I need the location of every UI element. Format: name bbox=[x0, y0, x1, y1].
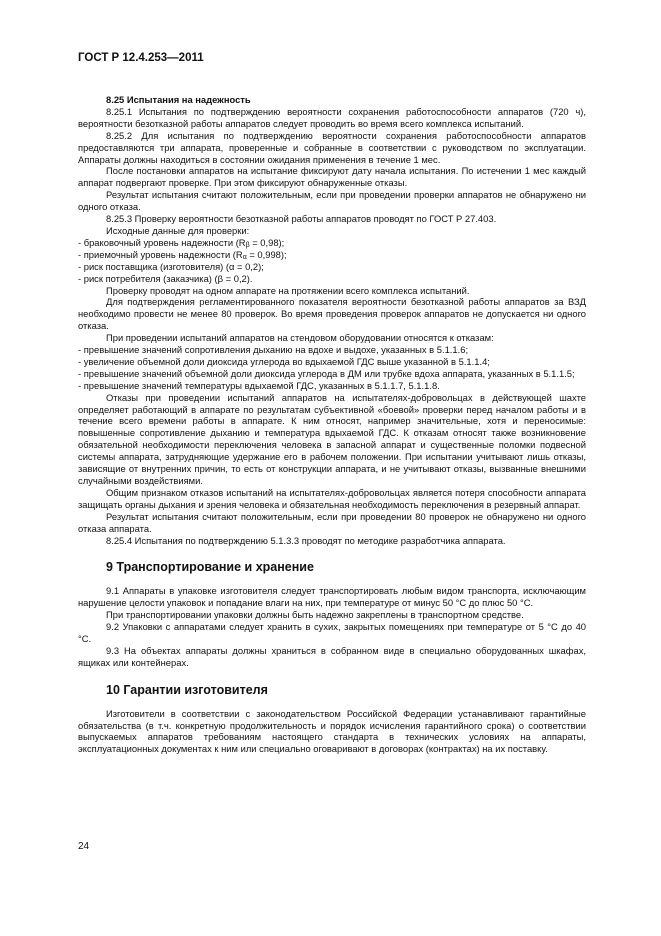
paragraph: Отказы при проведении испытаний аппаратов на испытателях-добровольцах в действующей шахте определяет работающий в аппарате по результатам субъективной «боевой» проверки перед началом работы и в течение всего времени работы в аппарате. К ним относят, например значительные, хотя и переносимые: повышенные сопротивление дыханию и температура вдыхаемой ГДС. К отказам относят также возникновение обязательной необходимости переключения человека в запасной аппарат и существенные поломки подвесной системы аппарата, затрудняющие удержание его в рабочем положении. При испытании учитывают лишь отказы, зависящие от внутренних причин, то есть от конструкции аппарата, и не учитывают отказы, вызванные внешними случайными воздействиями. bbox=[78, 391, 586, 486]
paragraph: Общим признаком отказов испытаний на испытателях-добровольцах является потеря способности аппарата защищать органы дыхания и зрения человека и обязательная необходимость переключения в резервный аппарат. bbox=[78, 486, 586, 510]
list-item: - увеличение объемной доли диоксида углерода во вдыхаемой ГДС выше указанной в 5.1.1.4; bbox=[78, 355, 490, 367]
page-number: 24 bbox=[78, 841, 90, 852]
section-9-heading: 9 Транспортирование и хранение bbox=[106, 560, 314, 575]
paragraph: При транспортировании упаковки должны быть надежно закреплены в транспортном средстве. bbox=[106, 609, 524, 621]
paragraph: 8.25.2 Для испытания по подтверждению вероятности сохранения работоспособности аппаратов предоставляются три аппарата, проверенные и собранные в соответствии с руководством по эксплуатации. Аппараты должны находиться в состоянии ожидания применения в течение 1 мес. bbox=[78, 129, 586, 165]
paragraph: 9.3 На объектах аппараты должны храниться в собранном виде в специально оборудованных шкафах, ящиках или контейнерах. bbox=[78, 644, 586, 668]
paragraph: 8.25.1 Испытания по подтверждению вероятности сохранения работоспособности аппаратов (720 ч), вероятности безотказной работы аппаратов следует проводить во время всего комплекса испытаний. bbox=[78, 105, 586, 129]
list-item: - риск поставщика (изготовителя) (α = 0,2); bbox=[78, 260, 264, 272]
paragraph: Результат испытания считают положительным, если при проведении 80 проверок не обнаружено ни одного отказа аппарата. bbox=[78, 510, 586, 534]
paragraph: 9.2 Упаковки с аппаратами следует хранить в сухих, закрытых помещениях при температуре от 5 °С до 40 °С. bbox=[78, 621, 586, 644]
paragraph: Проверку проводят на одном аппарате на протяжении всего комплекса испытаний. bbox=[106, 284, 470, 296]
paragraph: Изготовители в соответствии с законодательством Российской Федерации устанавливают гарантийные обязательства (в т.ч. конкретную продолжительность и порядок исчисления гарантийного срока) о соответствии выпускаемых аппаратов требованиям настоящего стандарта в технических условиях на аппараты, эксплуатационных документах к ним или специально оговаривают в договорах (контрактах) на их поставку. bbox=[78, 707, 586, 755]
paragraph: Для подтверждения регламентированного показателя вероятности безотказной работы аппаратов за ВЗД необходимо провести не менее 80 проверок. Во время проведения проверок аппаратов не допускается ни одного отказа. bbox=[78, 296, 586, 332]
list-item: - риск потребителя (заказчика) (β = 0,2). bbox=[78, 272, 253, 284]
list-item: - приемочный уровень надежности $(R_\alpha = 0,998)$; bbox=[78, 248, 287, 261]
list-item: - превышение значений объемной доли диоксида углерода в ДМ или трубке вдоха аппарата, указанных в 5.1.1.5; bbox=[78, 367, 575, 379]
paragraph: 9.1 Аппараты в упаковке изготовителя следует транспортировать любым видом транспорта, исключающим нарушение целости упаковок и попадание влаги на них, при температуре от минус 50 °С до плюс 50 °С. bbox=[78, 585, 586, 609]
paragraph: 8.25.4 Испытания по подтверждению 5.1.3.3 проводят по методике разработчика аппарата. bbox=[106, 534, 506, 546]
list-item: - превышение значений температуры вдыхаемой ГДС, указанных в 5.1.1.7, 5.1.1.8. bbox=[78, 379, 440, 391]
paragraph: После постановки аппаратов на испытание фиксируют дату начала испытания. По истечении 1 мес каждый аппарат подвергают проверке. При этом фиксируют обнаруженные отказы. bbox=[78, 165, 586, 189]
paragraph: 8.25.3 Проверку вероятности безотказной работы аппаратов проводят по ГОСТ Р 27.403. bbox=[106, 213, 497, 225]
list-item: - браковочный уровень надежности $(R_\beta = 0,98)$; bbox=[78, 236, 285, 249]
section-8-25-heading: 8.25 Испытания на надежность bbox=[106, 94, 251, 105]
list-item: - превышение значений сопротивления дыханию на вдохе и выдохе, указанных в 5.1.1.6; bbox=[78, 344, 469, 356]
paragraph: При проведении испытаний аппаратов на стендовом оборудовании относятся к отказам: bbox=[106, 332, 494, 344]
paragraph: Результат испытания считают положительным, если при проведении проверки аппаратов не обнаружено ни одного отказа. bbox=[78, 189, 586, 213]
page-content bbox=[78, 94, 586, 755]
document-header: ГОСТ Р 12.4.253—2011 bbox=[78, 52, 204, 64]
paragraph: Исходные данные для проверки: bbox=[106, 224, 250, 236]
section-10-heading: 10 Гарантии изготовителя bbox=[106, 682, 268, 697]
